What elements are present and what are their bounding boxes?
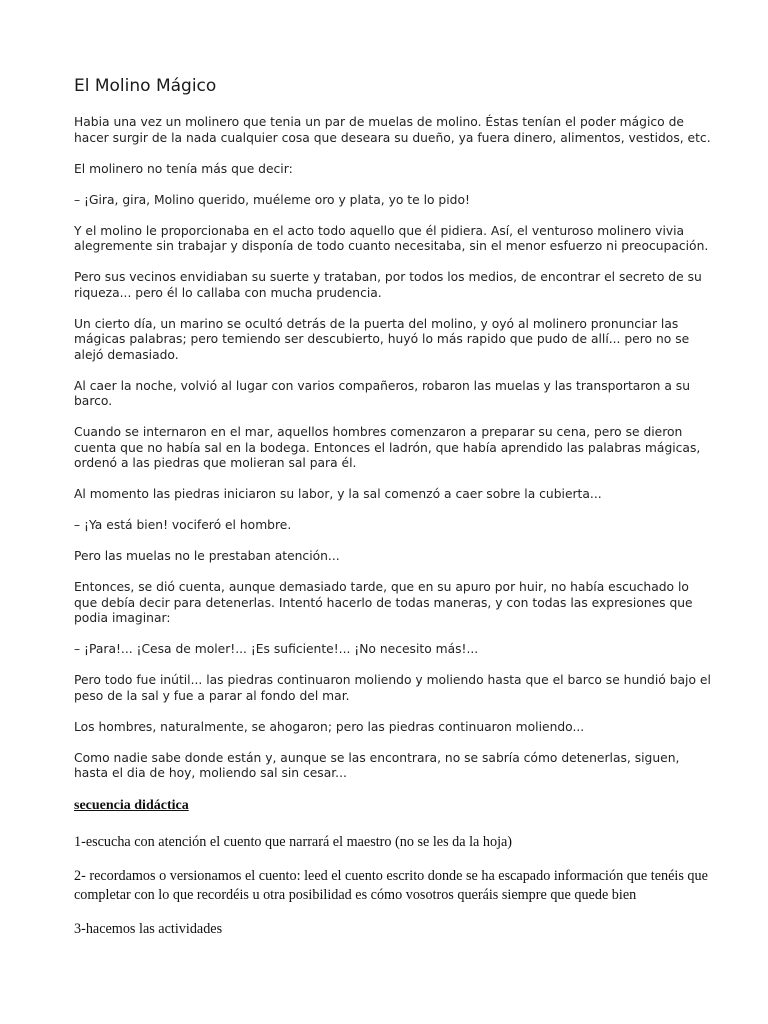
story-body (74, 115, 714, 782)
story-paragraph: Pero sus vecinos envidiaban su suerte y trataban, por todos los medios, de encontrar el secreto de su riqueza... pero él lo callaba con mucha prudencia. (74, 270, 702, 300)
story-paragraph: Entonces, se dió cuenta, aunque demasiado tarde, que en su apuro por huir, no había escuchado lo que debía decir para detenerlas. Intentó hacerlo de todas maneras, y con todas las expresiones que podia imaginar: (74, 580, 693, 625)
story-paragraph: El molinero no tenía más que decir: (74, 161, 293, 176)
story-paragraph: – ¡Gira, gira, Molino querido, muéleme oro y plata, yo te lo pido! (74, 192, 470, 207)
document-title: El Molino Mágico (74, 76, 217, 96)
story-paragraph: – ¡Para!... ¡Cesa de moler!... ¡Es suficiente!... ¡No necesito más!... (74, 642, 479, 656)
didactic-item: 2- recordamos o versionamos el cuento: leed el cuento escrito donde se ha escapado información que tenéis que completar con lo que recordéis u otra posibilidad es cómo vosotros queráis siempre que quede bien (74, 868, 708, 903)
story-paragraph: Habia una vez un molinero que tenia un par de muelas de molino. Éstas tenían el poder mágico de hacer surgir de la nada cualquier cosa que deseara su dueño, ya fuera dinero, alimentos, vestidos, etc. (74, 115, 711, 145)
story-paragraph: Y el molino le proporcionaba en el acto todo aquello que él pidiera. Así, el venturoso molinero vivia alegremente sin trabajar y disponía de todo cuanto necesitaba, sin el menor esfuerzo ni preocupación. (74, 223, 709, 253)
story-paragraph: Cuando se internaron en el mar, aquellos hombres comenzaron a preparar su cena, pero se dieron cuenta que no había sal en la bodega. Entonces el ladrón, que había aprendido las palabras mágicas, ordenó a las piedras que molieran sal para él. (74, 425, 701, 470)
document-page (74, 74, 714, 954)
story-paragraph: Al momento las piedras iniciaron su labor, y la sal comenzó a caer sobre la cubierta... (74, 487, 602, 501)
story-paragraph: Como nadie sabe donde están y, aunque se las encontrara, no se sabría cómo detenerlas, siguen, hasta el dia de hoy, moliendo sal sin cesar... (74, 750, 680, 780)
didactic-item: 3-hacemos las actividades (74, 921, 223, 937)
story-paragraph: – ¡Ya está bien! vociferó el hombre. (74, 518, 292, 532)
didactic-heading: secuencia didáctica (74, 798, 189, 813)
didactic-item: 1-escucha con atención el cuento que narrará el maestro (no se les da la hoja) (74, 834, 513, 850)
story-paragraph: Pero las muelas no le prestaban atención... (74, 549, 340, 563)
story-paragraph: Al caer la noche, volvió al lugar con varios compañeros, robaron las muelas y las transportaron a su barco. (74, 378, 691, 408)
story-paragraph: Pero todo fue inútil... las piedras continuaron moliendo y moliendo hasta que el barco se hundió bajo el peso de la sal y fue a parar al fondo del mar. (74, 673, 711, 703)
didactic-sequence (74, 797, 714, 939)
story-paragraph: Los hombres, naturalmente, se ahogaron; pero las piedras continuaron moliendo... (74, 719, 585, 734)
story-paragraph: Un cierto día, un marino se ocultó detrás de la puerta del molino, y oyó al molinero pronunciar las mágicas palabras; pero temiendo ser descubierto, huyó lo más rapido que pudo de allí... pero no se alejó demasiado. (74, 316, 690, 362)
